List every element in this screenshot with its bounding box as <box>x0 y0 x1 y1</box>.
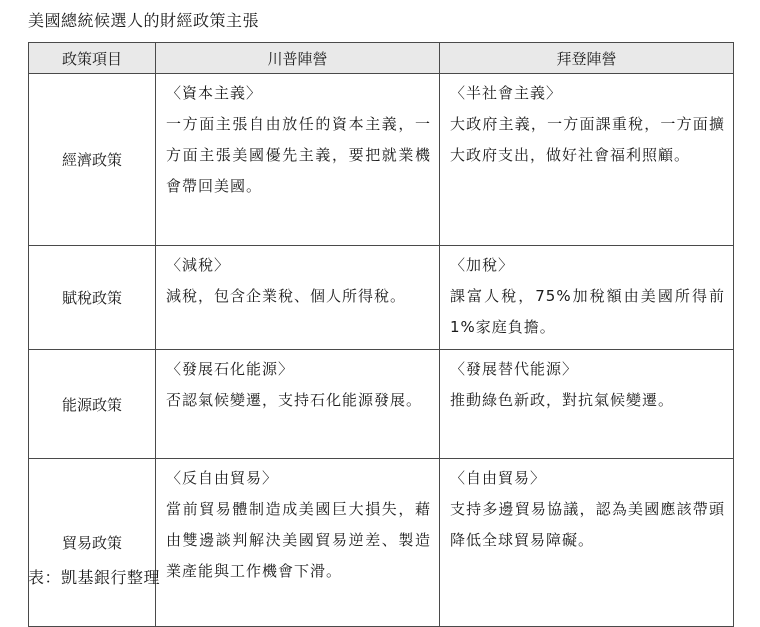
trump-cell <box>156 246 440 350</box>
trump-cell <box>156 74 440 246</box>
trump-position-text: 當前貿易體制造成美國巨大損失，藉由雙邊談判解決美國貿易逆差、製造業產能與工作機會下滑。 <box>166 500 431 580</box>
biden-cell <box>440 350 734 459</box>
table-row-economy <box>29 74 734 246</box>
trump-position-heading: 〈資本主義〉 <box>166 84 263 102</box>
biden-position-heading: 〈自由貿易〉 <box>450 469 547 487</box>
table-row-energy <box>29 350 734 459</box>
trump-position-heading: 〈發展石化能源〉 <box>166 360 295 378</box>
header-biden-camp: 拜登陣營 <box>440 43 734 74</box>
biden-position-heading: 〈加稅〉 <box>450 256 515 274</box>
biden-position-text: 大政府主義，一方面課重稅，一方面擴大政府支出，做好社會福利照顧。 <box>450 115 725 164</box>
source-note: 表：凱基銀行整理 <box>28 568 161 587</box>
page-title: 美國總統候選人的財經政策主張 <box>28 11 260 30</box>
biden-position-text: 推動綠色新政，對抗氣候變遷。 <box>450 391 675 409</box>
policy-name-cell: 經濟政策 <box>29 74 156 246</box>
header-trump-camp: 川普陣營 <box>156 43 440 74</box>
policy-name-cell: 貿易政策 <box>29 459 156 627</box>
biden-cell <box>440 459 734 627</box>
biden-position-text: 課富人稅，75%加稅額由美國所得前 1%家庭負擔。 <box>450 287 725 336</box>
table-row-trade <box>29 459 734 627</box>
policy-name-cell: 能源政策 <box>29 350 156 459</box>
table-header-row <box>29 43 734 74</box>
header-policy-item: 政策項目 <box>29 43 156 74</box>
table-row-tax <box>29 246 734 350</box>
policy-comparison-table <box>28 42 734 627</box>
biden-cell <box>440 74 734 246</box>
trump-position-heading: 〈反自由貿易〉 <box>166 469 279 487</box>
trump-position-text: 一方面主張自由放任的資本主義，一方面主張美國優先主義，要把就業機會帶回美國。 <box>166 115 431 195</box>
policy-name-cell: 賦稅政策 <box>29 246 156 350</box>
biden-cell <box>440 246 734 350</box>
trump-position-text: 減稅，包含企業稅、個人所得稅。 <box>166 287 407 305</box>
trump-position-text: 否認氣候變遷，支持石化能源發展。 <box>166 391 423 409</box>
trump-cell <box>156 459 440 627</box>
trump-position-heading: 〈減稅〉 <box>166 256 231 274</box>
trump-cell <box>156 350 440 459</box>
biden-position-heading: 〈發展替代能源〉 <box>450 360 579 378</box>
biden-position-text: 支持多邊貿易協議，認為美國應該帶頭降低全球貿易障礙。 <box>450 500 725 549</box>
biden-position-heading: 〈半社會主義〉 <box>450 84 563 102</box>
